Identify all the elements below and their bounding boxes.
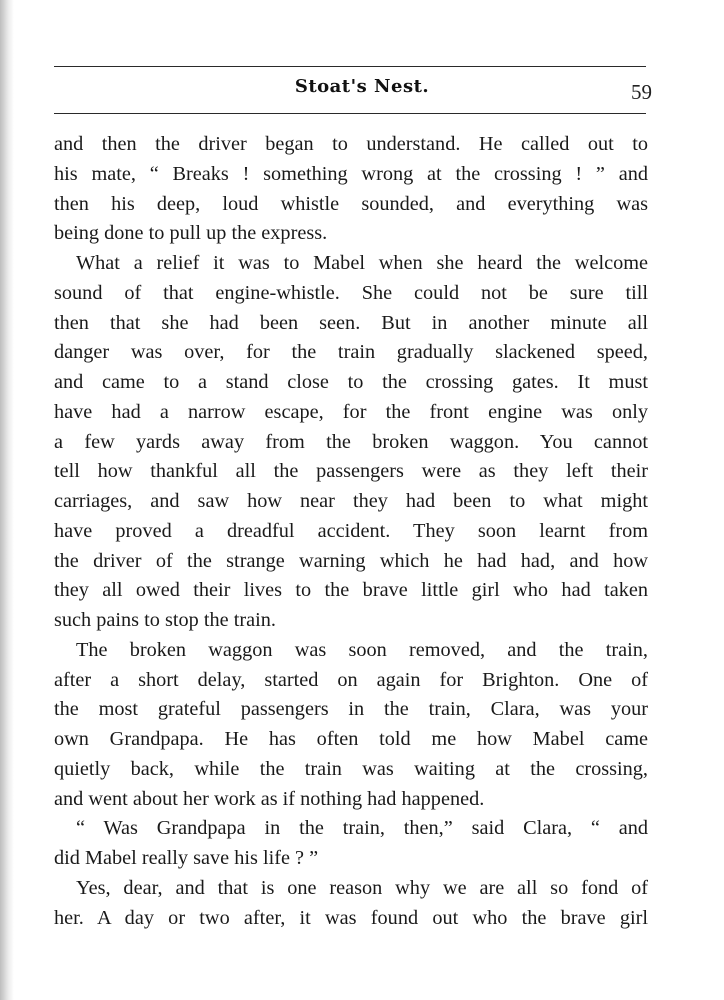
text-line: Yes, dear, and that is one reason why we are all so fond of (76, 876, 648, 899)
header-rule-bottom (54, 113, 646, 114)
text-line: such pains to stop the train. (54, 609, 276, 631)
header-rule-top (54, 66, 646, 67)
text-line: and came to a stand close to the crossing gates. It must (54, 371, 648, 393)
text-line: own Grandpapa. He has often told me how Mabel came (54, 728, 648, 750)
text-line: his mate, “ Breaks ! something wrong at the crossing ! ” and (54, 162, 648, 185)
body-text (54, 130, 648, 933)
text-line: then that she had been seen. But in another minute all (54, 311, 648, 334)
page-gutter-shadow (0, 0, 14, 1000)
text-line: What a relief it was to Mabel when she heard the welcome (76, 252, 648, 274)
text-line: the most grateful passengers in the train, Clara, was your (54, 698, 648, 721)
text-line: and then the driver began to understand. He called out to (54, 133, 648, 155)
text-line: tell how thankful all the passengers were as they left their (54, 460, 648, 483)
text-line: sound of that engine-whistle. She could not be sure till (54, 281, 648, 304)
text-line: then his deep, loud whistle sounded, and everything was (54, 192, 648, 215)
text-line: quietly back, while the train was waiting at the crossing, (54, 757, 648, 780)
text-line: the driver of the strange warning which he had had, and how (54, 549, 648, 572)
text-line: danger was over, for the train gradually slackened speed, (54, 341, 648, 364)
running-title: Stoat's Nest. (294, 76, 430, 97)
text-line: a few yards away from the broken waggon. You cannot (54, 430, 648, 453)
text-line: “ Was Grandpapa in the train, then,” said Clara, “ and (76, 817, 648, 840)
text-line: they all owed their lives to the brave little girl who had taken (54, 579, 648, 602)
text-line: The broken waggon was soon removed, and the train, (76, 638, 648, 661)
text-line: her. A day or two after, it was found out who the brave girl (54, 906, 648, 929)
text-line: have had a narrow escape, for the front engine was only (54, 400, 648, 423)
text-line: after a short delay, started on again for Brighton. One of (54, 668, 648, 691)
text-line: carriages, and saw how near they had been to what might (54, 490, 648, 512)
text-line: and went about her work as if nothing had happened. (54, 787, 485, 810)
page-number: 59 (631, 80, 652, 104)
text-line: have proved a dreadful accident. They soon learnt from (54, 519, 648, 542)
text-line: being done to pull up the express. (54, 222, 328, 245)
text-line: did Mabel really save his life ? ” (54, 847, 319, 869)
